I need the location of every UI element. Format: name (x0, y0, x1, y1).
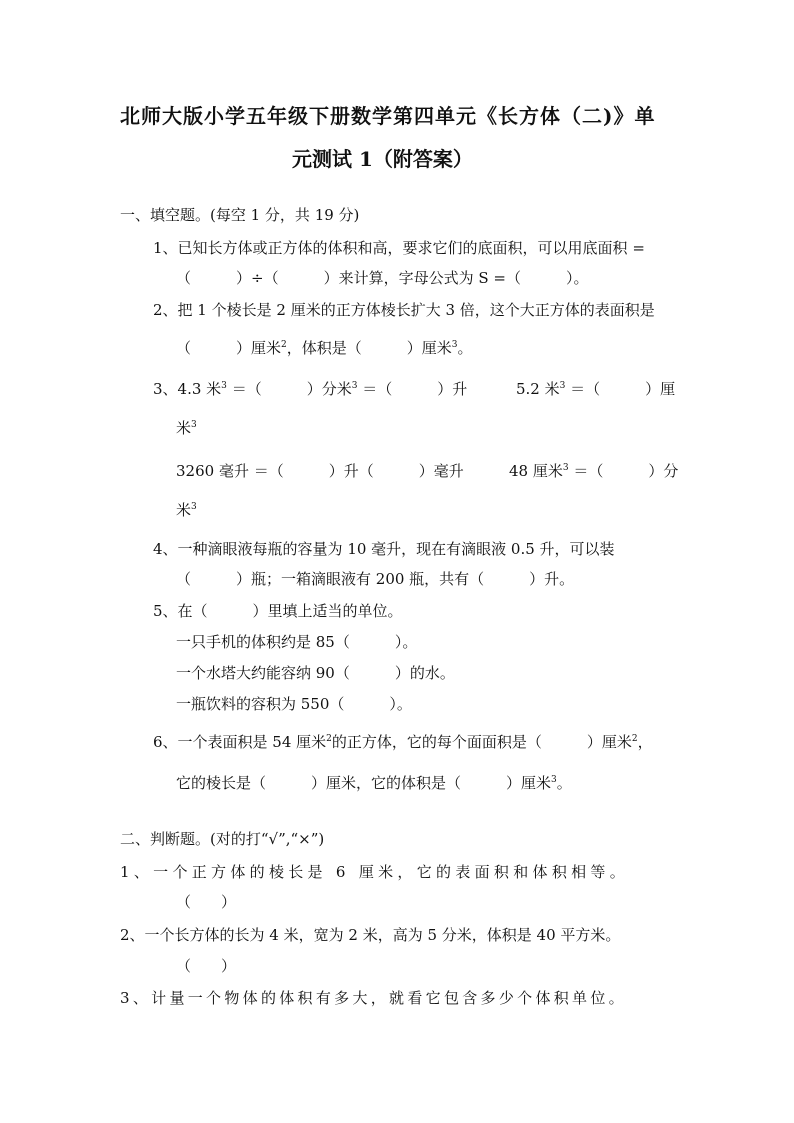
q1-line-1: 1、已知长方体或正方体的体积和高，要求它们的底面积，可以用底面积 = (153, 239, 645, 257)
superscript-3: 3 (191, 502, 197, 512)
q3-a-value: 3、4.3 米 (153, 380, 222, 398)
superscript-2: 2 (631, 734, 638, 744)
q3-b-unit-wrap (176, 418, 197, 438)
q4-line-1: 4、一种滴眼液每瓶的容量为 10 毫升，现在有滴眼液 0.5 升，可以装 (153, 540, 615, 558)
q3-a-blank-1: ＝（ ）分米 (231, 380, 352, 398)
q2-line-2 (176, 338, 473, 358)
tf-q3-text: 3、计量一个物体的体积有多大，就看它包含多少个体积单位。 (120, 989, 627, 1007)
q3-row-1-left (153, 379, 467, 399)
page-title-line-2: 元测试 1（附答案） (292, 147, 473, 171)
q5-item-3: 一瓶饮料的容积为 550（ ）。 (176, 695, 412, 713)
q1-line-2: （ ）÷（ ）来计算，字母公式为 S =（ ）。 (176, 269, 589, 287)
q3-b-unit: 米 (176, 419, 192, 437)
section-1-heading: 一、填空题。(每空 1 分，共 19 分) (120, 206, 360, 224)
section-2-heading: 二、判断题。(对的打“√”,“×”) (120, 830, 325, 848)
tf-q2-text: 2、一个长方体的长为 4 米，宽为 2 米，高为 5 分米，体积是 40 平方米。 (120, 926, 621, 944)
q3-b-blank: ＝（ ）厘 (570, 380, 676, 398)
q6-edge-volume-blanks: 它的棱长是（ ）厘米，它的体积是（ ）厘米 (176, 774, 552, 792)
superscript-3: 3 (191, 420, 197, 430)
q3-d-unit: 米 (176, 501, 192, 519)
q6-line-2 (176, 773, 572, 793)
q6-surface-area: 6、一个表面积是 54 厘米 (153, 733, 327, 751)
superscript-2: 2 (326, 734, 332, 744)
q3-d-value: 48 厘米 (509, 462, 563, 480)
tf-q1-answer-paren: （ ） (176, 893, 237, 911)
q6-comma: ， (637, 733, 653, 751)
page-title-line-1: 北师大版小学五年级下册数学第四单元《长方体（二)》单 (120, 104, 656, 128)
q3-b-value: 5.2 米 (516, 380, 560, 398)
tf-q1-text: 1、一个正方体的棱长是 6 厘米，它的表面积和体积相等。 (120, 863, 630, 881)
q2-surface-blank: （ ）厘米 (176, 339, 282, 357)
q2-period: 。 (457, 339, 473, 357)
q2-volume-blank: ，体积是（ ）厘米 (286, 339, 452, 357)
q3-row-2-right (509, 461, 678, 481)
superscript-3: 3 (451, 340, 458, 350)
q3-row-2-left: 3260 毫升 ＝（ ）升（ ）毫升 (176, 462, 464, 480)
q6-face-area-blank: 的正方体，它的每个面面积是（ ）厘米 (331, 733, 632, 751)
q6-line-1 (153, 732, 653, 752)
tf-q2-answer-paren: （ ） (176, 957, 237, 975)
superscript-2: 2 (281, 340, 287, 350)
q2-line-1: 2、把 1 个棱长是 2 厘米的正方体棱长扩大 3 倍，这个大正方体的表面积是 (153, 301, 655, 319)
q3-d-unit-wrap (176, 500, 197, 520)
q5-item-2: 一个水塔大约能容纳 90（ ）的水。 (176, 664, 455, 682)
superscript-3: 3 (351, 381, 358, 391)
q4-line-2: （ ）瓶；一箱滴眼液有 200 瓶，共有（ ）升。 (176, 570, 575, 588)
q3-row-1-right (516, 379, 675, 399)
q3-a-blank-2: ＝（ ）升 (362, 380, 468, 398)
q3-d-blank: ＝（ ）分 (573, 462, 679, 480)
q5-item-1: 一只手机的体积约是 85（ ）。 (176, 633, 418, 651)
q5-line-1: 5、在（ ）里填上适当的单位。 (153, 602, 403, 620)
superscript-3: 3 (562, 463, 569, 473)
superscript-3: 3 (551, 775, 557, 785)
q6-period: 。 (556, 774, 572, 792)
superscript-3: 3 (221, 381, 227, 391)
superscript-3: 3 (559, 381, 566, 391)
